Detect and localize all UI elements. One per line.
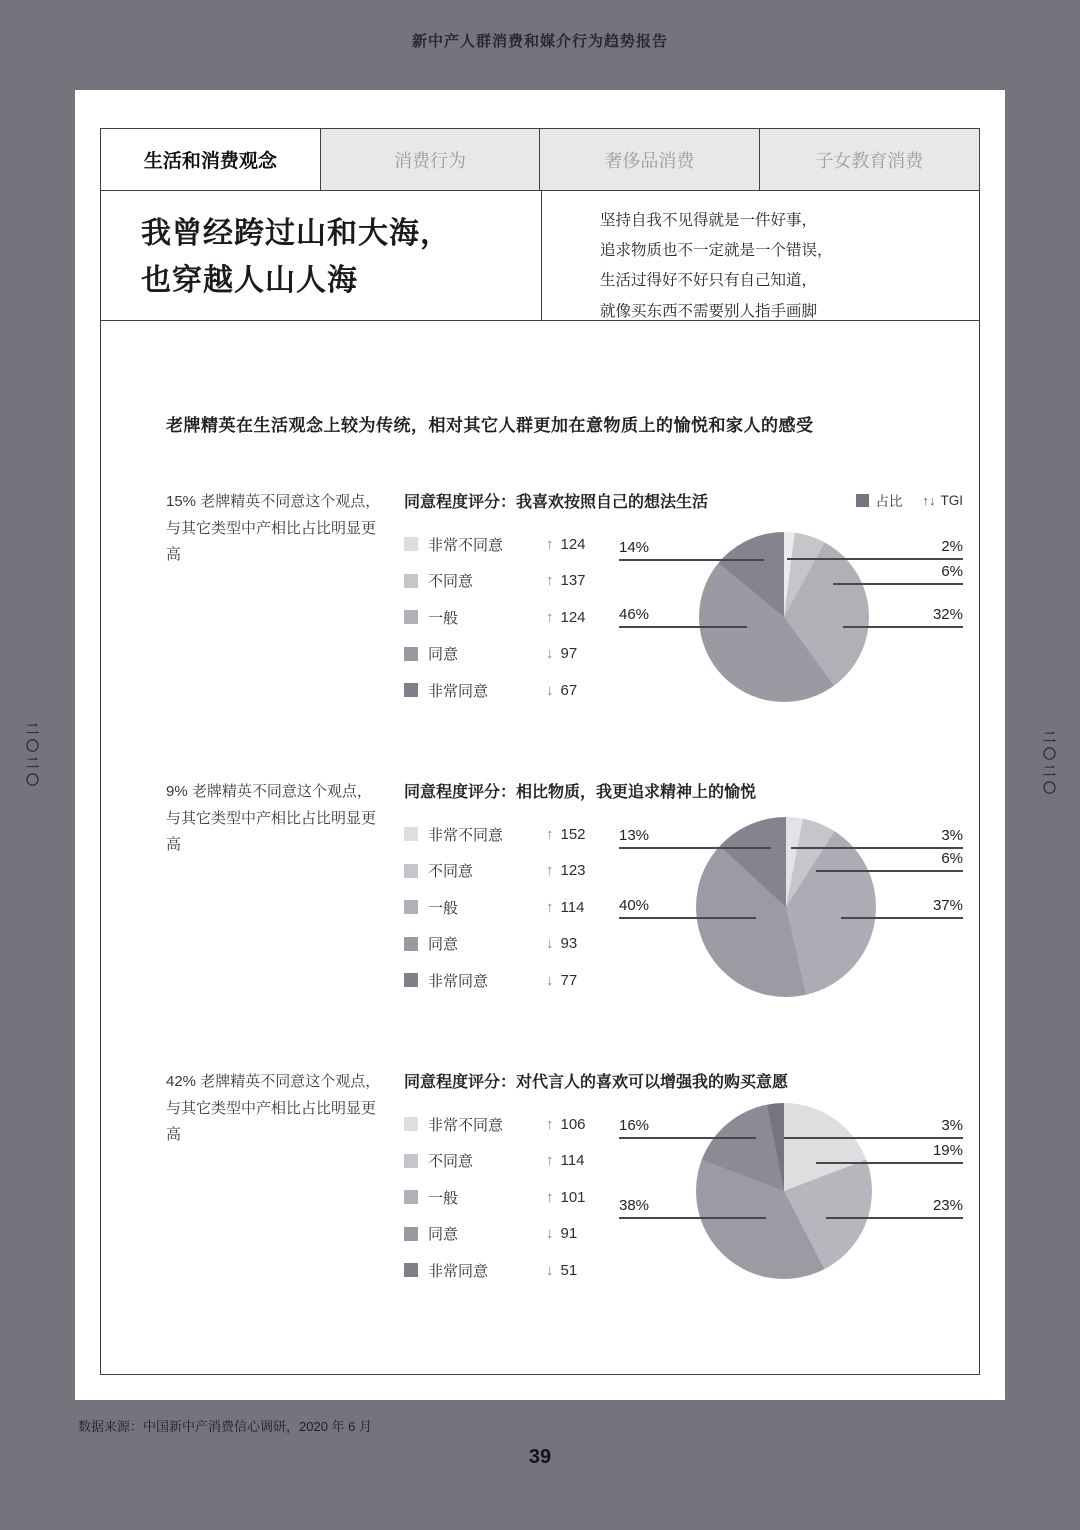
pie-percentage-label: 2% <box>787 538 963 560</box>
tgi-down-arrow-icon: ↓ <box>546 935 554 952</box>
pie-percentage-label: 16% <box>619 1117 756 1139</box>
legend-row <box>404 896 586 918</box>
side-mark-left: 二〇二〇 <box>24 722 39 790</box>
pie-legend <box>404 823 586 1006</box>
pie-percentage-label: 32% <box>843 606 963 628</box>
page-title-line1: 我曾经跨过山和大海， <box>141 217 451 250</box>
legend-swatch-icon <box>404 1227 418 1241</box>
hero-title-cell <box>101 191 541 320</box>
legend-row <box>404 969 586 991</box>
tgi-value: 93 <box>560 935 578 952</box>
tab-luxury-consumption[interactable]: 奢侈品消费 <box>540 129 759 190</box>
chart-section-2 <box>126 777 1006 1067</box>
legend-swatch-icon <box>404 827 418 841</box>
quote-line: 就像买东西不需要别人指手画脚 <box>600 302 818 320</box>
tgi-up-arrow-icon: ↑ <box>546 535 554 553</box>
chart-note: 9% 老牌精英不同意这个观点，与其它类型中产相比占比明显更高 <box>166 783 377 854</box>
page-number: 39 <box>528 1446 552 1468</box>
legend-swatch-icon <box>404 647 418 661</box>
pie-legend <box>404 533 586 716</box>
tgi-value: 77 <box>560 971 578 989</box>
tgi-up-arrow-icon: ↑ <box>546 1152 554 1169</box>
data-source-footer: 数据来源：中国新中产消费信心调研，2020 年 6 月 <box>78 1419 372 1434</box>
legend-swatch-icon <box>404 864 418 878</box>
quote-line: 坚持自我不见得就是一件好事， <box>600 212 818 229</box>
legend-swatch-icon <box>404 537 418 551</box>
legend-label: 不同意 <box>428 863 474 880</box>
hero-quote <box>600 206 979 327</box>
pie-percentage-label: 46% <box>619 606 747 628</box>
quote-line: 追求物质也不一定就是一个错误， <box>600 242 833 260</box>
legend-row <box>404 1186 586 1208</box>
hero-quote-cell <box>541 191 979 320</box>
legend-label: 非常同意 <box>428 972 489 990</box>
tgi-up-arrow-icon: ↑ <box>546 898 554 916</box>
legend-label: 非常不同意 <box>428 1116 504 1134</box>
legend-row <box>404 1223 586 1245</box>
tgi-value: 114 <box>560 1152 585 1169</box>
legend-swatch-icon <box>404 937 418 951</box>
legend-row <box>404 1259 586 1281</box>
category-tabs <box>101 129 979 191</box>
pie-percentage-label: 3% <box>784 1117 963 1139</box>
legend-row <box>404 860 586 882</box>
legend-label: 同意 <box>428 1226 459 1243</box>
tgi-up-arrow-icon: ↑ <box>546 572 554 589</box>
legend-row <box>404 643 586 665</box>
legend-row <box>404 606 586 628</box>
pie-percentage-label: 38% <box>619 1197 766 1219</box>
legend-label: 非常不同意 <box>428 536 504 554</box>
legend-label: 非常不同意 <box>428 826 504 844</box>
tgi-legend <box>856 490 964 510</box>
tgi-value: 101 <box>560 1188 586 1206</box>
chart-note: 42% 老牌精英不同意这个观点，与其它类型中产相比占比明显更高 <box>166 1073 381 1144</box>
legend-swatch-icon <box>404 973 418 987</box>
chart-title: 同意程度评分：相比物质，我更追求精神上的愉悦 <box>404 784 757 801</box>
legend-label: 一般 <box>428 609 459 627</box>
tgi-value: 124 <box>560 535 586 553</box>
tgi-up-arrow-icon: ↑ <box>546 825 554 843</box>
tgi-value: 152 <box>560 825 586 843</box>
tgi-value: 67 <box>560 681 578 699</box>
hero-row <box>101 191 979 321</box>
tab-life-consumption-views[interactable]: 生活和消费观念 <box>100 128 321 191</box>
report-page-card <box>75 90 1005 1400</box>
pie-percentage-label: 23% <box>826 1197 963 1219</box>
legend-swatch-icon <box>404 574 418 588</box>
report-title: 新中产人群消费和媒介行为趋势报告 <box>411 33 668 50</box>
tgi-label: TGI <box>940 492 963 508</box>
side-mark-right: 二〇二〇 <box>1041 730 1056 798</box>
share-label: 占比 <box>875 494 903 509</box>
tgi-down-arrow-icon: ↓ <box>546 681 554 699</box>
pie-percentage-label: 13% <box>619 827 771 849</box>
tgi-down-arrow-icon: ↓ <box>546 1261 554 1279</box>
content-box <box>100 128 980 1375</box>
section-intro: 老牌精英在生活观念上较为传统，相对其它人群更加在意物质上的愉悦和家人的感受 <box>166 416 814 435</box>
legend-swatch-icon <box>404 1190 418 1204</box>
legend-swatch-icon <box>404 1154 418 1168</box>
legend-swatch-icon <box>404 683 418 697</box>
tgi-value: 114 <box>560 898 585 916</box>
tgi-down-arrow-icon: ↓ <box>546 645 554 662</box>
legend-swatch-icon <box>404 1263 418 1277</box>
legend-row <box>404 823 586 845</box>
page-title-line2: 也穿越人山人海 <box>141 263 358 297</box>
tgi-down-arrow-icon: ↓ <box>546 971 554 989</box>
legend-label: 一般 <box>428 1189 459 1207</box>
legend-label: 不同意 <box>428 573 474 590</box>
quote-line: 生活过得好不好只有自己知道， <box>600 272 818 290</box>
legend-row <box>404 570 586 592</box>
legend-label: 非常同意 <box>428 682 489 700</box>
legend-row <box>404 933 586 955</box>
legend-label: 不同意 <box>428 1153 474 1170</box>
pie-percentage-label: 6% <box>816 850 963 872</box>
chart-section-3 <box>126 1067 1006 1357</box>
pie-percentage-label: 37% <box>841 897 963 919</box>
legend-row <box>404 1150 586 1172</box>
pie-percentage-label: 19% <box>816 1142 963 1164</box>
legend-label: 一般 <box>428 899 459 917</box>
tgi-value: 137 <box>560 572 586 589</box>
tgi-value: 123 <box>560 862 586 879</box>
chart-title: 同意程度评分：对代言人的喜欢可以增强我的购买意愿 <box>404 1074 789 1091</box>
tgi-value: 124 <box>560 608 586 626</box>
tgi-value: 51 <box>560 1261 578 1279</box>
chart-note: 15% 老牌精英不同意这个观点，与其它类型中产相比占比明显更高 <box>166 493 381 564</box>
pie-percentage-label: 6% <box>833 563 963 585</box>
tgi-up-arrow-icon: ↑ <box>546 1188 554 1206</box>
tgi-up-arrow-icon: ↑ <box>546 1115 554 1133</box>
tgi-down-arrow-icon: ↓ <box>546 1225 554 1242</box>
tgi-value: 97 <box>560 645 578 662</box>
tgi-up-arrow-icon: ↑ <box>546 608 554 626</box>
legend-label: 同意 <box>428 646 459 663</box>
pie-legend <box>404 1113 586 1296</box>
tab-children-education[interactable]: 子女教育消费 <box>760 129 979 190</box>
legend-row <box>404 1113 586 1135</box>
legend-row <box>404 533 586 555</box>
tab-consumption-behavior[interactable]: 消费行为 <box>321 129 540 190</box>
legend-row <box>404 679 586 701</box>
tgi-value: 91 <box>560 1225 578 1242</box>
chart-title: 同意程度评分：我喜欢按照自己的想法生活 <box>404 494 709 511</box>
tgi-up-arrow-icon: ↑ <box>546 862 554 879</box>
pie-percentage-label: 40% <box>619 897 756 919</box>
legend-label: 同意 <box>428 936 459 953</box>
pie-percentage-label: 14% <box>619 539 764 561</box>
legend-swatch-icon <box>404 1117 418 1131</box>
share-swatch-icon <box>856 494 869 507</box>
chart-section-1 <box>126 487 1006 777</box>
pie-percentage-label: 3% <box>791 827 963 849</box>
legend-swatch-icon <box>404 610 418 624</box>
up-down-arrows-icon: ↑↓ <box>922 492 936 508</box>
legend-label: 非常同意 <box>428 1262 489 1280</box>
tgi-value: 106 <box>560 1115 586 1133</box>
page-title <box>141 211 541 304</box>
legend-swatch-icon <box>404 900 418 914</box>
